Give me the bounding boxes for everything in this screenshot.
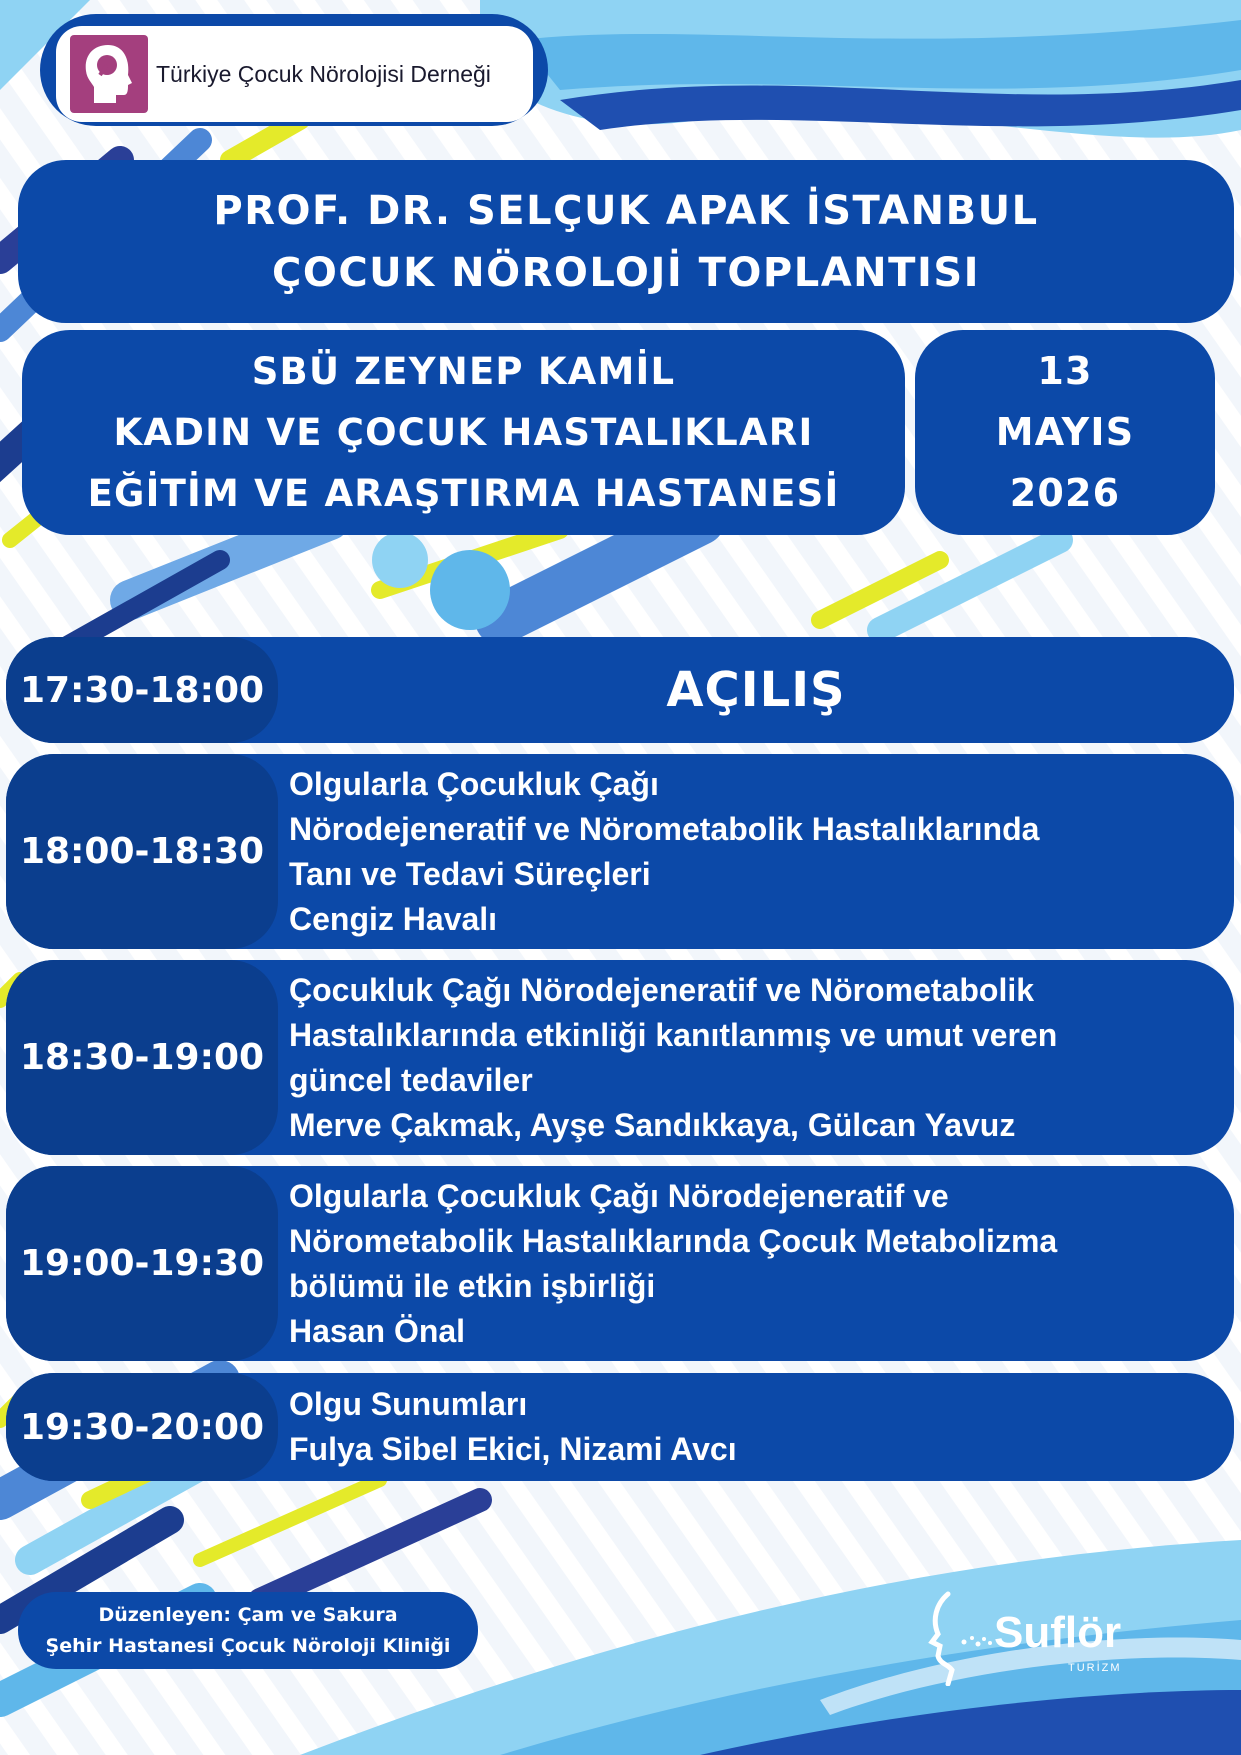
session-title-line: Çocukluk Çağı Nörodejeneratif ve Nörometabolik — [289, 971, 1035, 1008]
date-year: 2026 — [1009, 471, 1121, 515]
program-time: 18:00-18:30 — [6, 754, 278, 949]
venue-line-3: EĞİTİM VE ARAŞTIRMA HASTANESİ — [87, 472, 840, 515]
sponsor-logo — [918, 1590, 1128, 1686]
program-row — [6, 1166, 1234, 1361]
venue-line-2: KADIN VE ÇOCUK HASTALIKLARI — [113, 411, 814, 454]
organizer-line-2: Şehir Hastanesi Çocuk Nöroloji Kliniği — [45, 1634, 451, 1657]
session-title-line: Nörometabolik Hastalıklarında Çocuk Metabolizma — [289, 1222, 1058, 1259]
meeting-title-line-1: PROF. DR. SELÇUK APAK İSTANBUL — [213, 187, 1039, 234]
program-row — [6, 960, 1234, 1155]
program-row-opening — [6, 637, 1234, 743]
face-profile-icon — [918, 1590, 998, 1686]
sponsor-subtitle: TURİZM — [1068, 1662, 1122, 1674]
program-time: 19:00-19:30 — [6, 1166, 278, 1361]
session-title-line: Nörodejeneratif ve Nörometabolik Hastalıklarında — [289, 810, 1040, 847]
head-silhouette-icon — [70, 35, 148, 113]
session-title-line: güncel tedaviler — [289, 1061, 533, 1098]
session-title-line: Hastalıklarında etkinliği kanıtlanmış ve umut veren — [289, 1016, 1058, 1053]
date-day: 13 — [1037, 349, 1093, 393]
program-session — [289, 754, 1214, 949]
sponsor-name: Suflör — [994, 1608, 1122, 1657]
venue-line-1: SBÜ ZEYNEP KAMİL — [251, 350, 676, 393]
program-row — [6, 754, 1234, 949]
date-panel — [915, 330, 1215, 535]
session-title-line: Olgularla Çocukluk Çağı — [289, 765, 659, 802]
association-logo — [56, 26, 533, 122]
venue-panel — [22, 330, 905, 535]
organizer-badge — [18, 1592, 478, 1669]
association-name: Türkiye Çocuk Nörolojisi Derneği — [156, 60, 491, 87]
program-session — [289, 960, 1214, 1155]
program-row — [6, 1373, 1234, 1481]
program-opening-title: AÇILIŞ — [666, 662, 846, 718]
session-title-line: bölümü ile etkin işbirliği — [289, 1267, 656, 1304]
program-time: 17:30-18:00 — [6, 637, 278, 743]
session-speakers: Hasan Önal — [289, 1312, 466, 1349]
meeting-title-line-2: ÇOCUK NÖROLOJİ TOPLANTISI — [271, 249, 981, 296]
date-month: MAYIS — [995, 410, 1135, 454]
program-time: 19:30-20:00 — [6, 1373, 278, 1481]
program-session — [289, 1373, 1214, 1481]
session-speakers: Cengiz Havalı — [289, 900, 498, 937]
session-title-line: Olgu Sunumları — [289, 1386, 528, 1422]
program-time: 18:30-19:00 — [6, 960, 278, 1155]
program-session — [289, 1166, 1214, 1361]
session-title-line: Tanı ve Tedavi Süreçleri — [289, 855, 651, 892]
session-speakers: Fulya Sibel Ekici, Nizami Avcı — [289, 1431, 737, 1467]
meeting-title-panel — [18, 160, 1234, 323]
organizer-line-1: Düzenleyen: Çam ve Sakura — [98, 1603, 398, 1626]
session-speakers: Merve Çakmak, Ayşe Sandıkkaya, Gülcan Yavuz — [289, 1106, 1016, 1143]
session-title-line: Olgularla Çocukluk Çağı Nörodejeneratif ve — [289, 1177, 949, 1214]
